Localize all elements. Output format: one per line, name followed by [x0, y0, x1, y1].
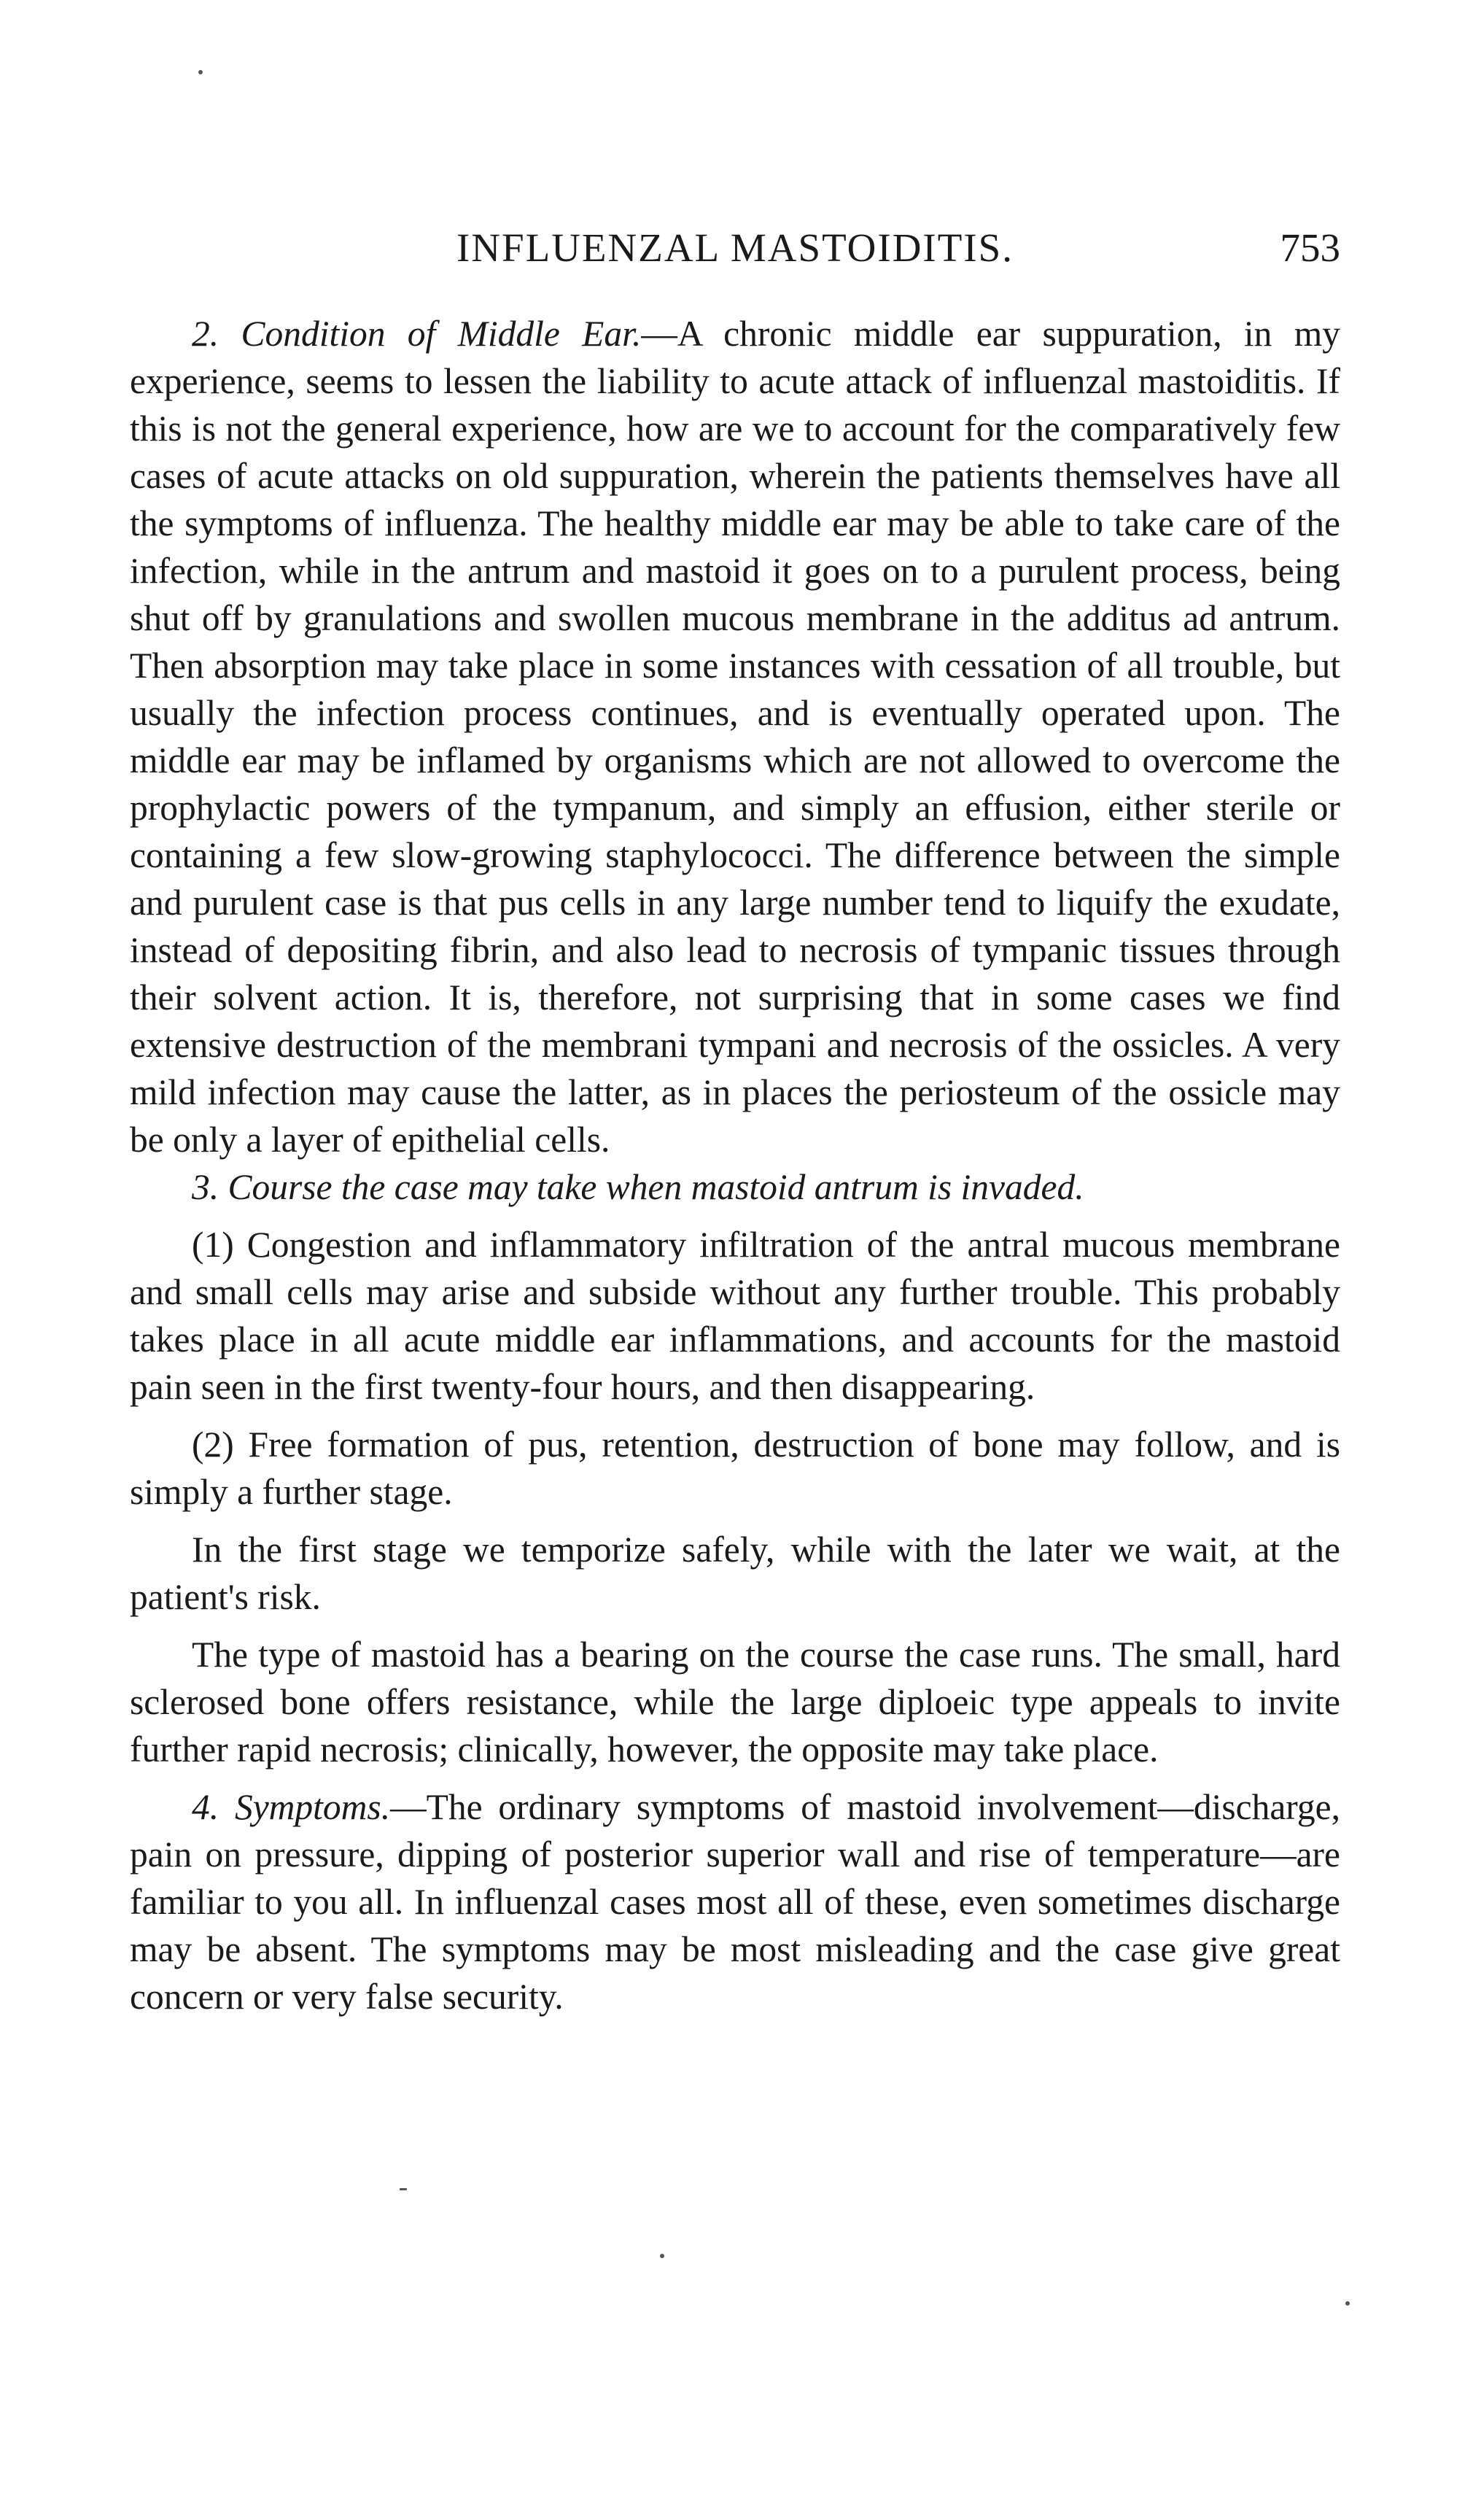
page-header: [130, 219, 1340, 277]
print-speck: [400, 2188, 407, 2190]
paragraph-symptoms: [130, 1783, 1340, 2020]
paragraph-text: The type of mastoid has a bearing on the course the case runs. The small, hard sclerosed bone offers resistance, while the large diploeic type appeals to invite further rapid necrosis; clinically, however, the opposite may take place.: [130, 1635, 1340, 1769]
paragraph-text: (2) Free formation of pus, retention, destruction of bone may follow, and is simply a further stage.: [130, 1424, 1340, 1512]
paragraph-second-stage: [130, 1421, 1340, 1516]
section-heading-course-of-case: [130, 1163, 1340, 1211]
section-label-symptoms: 4. Symptoms.: [192, 1787, 391, 1827]
section-label-condition-of-middle-ear: 2. Condition of Middle Ear.: [192, 314, 642, 354]
paragraph-text: (1) Congestion and inflammatory infiltration of the antral mucous membrane and small cells may arise and subside without any further trouble. This probably takes place in all acute middle ear inflammations, and accounts for the mastoid pain seen in the first twenty-four hours, and then disappearing.: [130, 1225, 1340, 1407]
paragraph-first-stage: [130, 1221, 1340, 1411]
print-speck: [660, 2254, 664, 2258]
print-speck: [1345, 2301, 1350, 2306]
page-number: 753: [1280, 225, 1340, 270]
paragraph-temporize: [130, 1526, 1340, 1621]
paragraph-text: In the first stage we temporize safely, while with the later we wait, at the patient's risk.: [130, 1530, 1340, 1617]
running-title: INFLUENZAL MASTOIDITIS.: [456, 225, 1014, 270]
section-heading-text: 3. Course the case may take when mastoid antrum is invaded.: [192, 1167, 1084, 1207]
paragraph-condition-of-middle-ear: [130, 310, 1340, 1163]
article-body: [130, 310, 1340, 2020]
paragraph-text: —A chronic middle ear suppuration, in my experience, seems to lessen the liability to acute attack of influenzal mastoiditis. If this is not the general experience, how are we to account for the comparatively few cases of acute attacks on old suppuration, wherein the patients themselves have all the symptoms of influenza. The healthy middle ear may be able to take care of the infection, while in the antrum and mastoid it goes on to a purulent process, being shut off by granulations and swollen mucous membrane in the additus ad antrum. Then absorption may take place in some instances with cessation of all trouble, but usually the infection process continues, and is eventually operated upon. The middle ear may be inflamed by organisms which are not allowed to overcome the prophylactic powers of the tympanum, and simply an effusion, either sterile or containing a few slow-growing staphylococci. The difference between the simple and purulent case is that pus cells in any large number tend to liquify the exudate, instead of depositing fibrin, and also lead to necrosis of tympanic tissues through their solvent action. It is, therefore, not surprising that in some cases we find extensive destruction of the membrani tympani and necrosis of the ossicles. A very mild infection may cause the latter, as in places the periosteum of the ossicle may be only a layer of epithelial cells.: [130, 314, 1341, 1160]
paragraph-text: —The ordinary symptoms of mastoid involvement—discharge, pain on pressure, dipping of posterior superior wall and rise of temperature—are familiar to you all. In influenzal cases most all of these, even sometimes discharge may be absent. The symptoms may be most misleading and the case give great concern or very false security.: [130, 1787, 1340, 2017]
paragraph-type-of-mastoid: [130, 1631, 1340, 1773]
print-speck: [198, 70, 203, 74]
